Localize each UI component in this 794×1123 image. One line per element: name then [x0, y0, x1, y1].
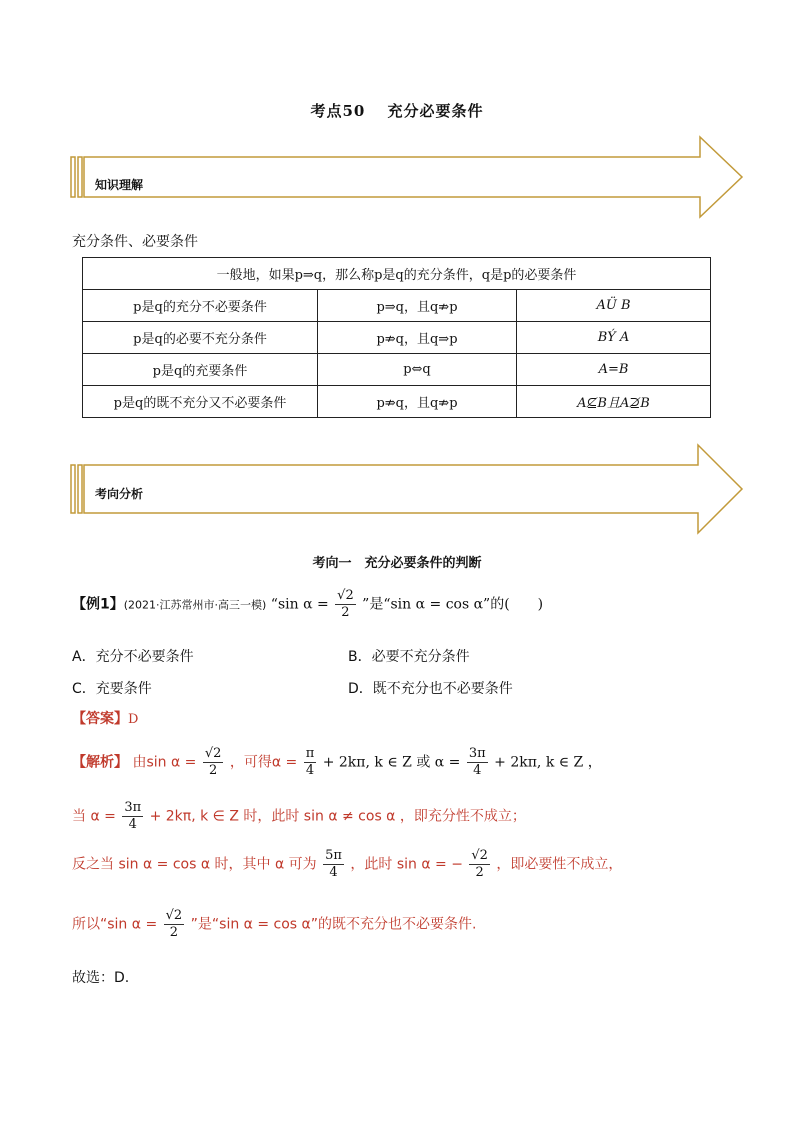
analysis-text: 当 α = [72, 808, 116, 825]
section-heading: 充分条件、必要条件 [72, 234, 198, 250]
table-header-cell: 一般地，如果p⇒q，那么称p是q的充分条件，q是p的必要条件 [83, 258, 711, 290]
fraction-3pi-over-4: $\frac{3\pi}{4}$ [468, 746, 486, 778]
example-question [72, 588, 543, 621]
table-row [83, 354, 711, 386]
analysis-text: ，此时 sin α = − [350, 856, 463, 873]
analysis-conclusion: 故选：D. [72, 970, 130, 986]
table-cell: p⇔q [318, 354, 517, 386]
example-source: (2021·江苏常州市·高三一模) [123, 598, 267, 612]
analysis-text: 反之当 sin α = cos α 时，其中 α 可为 [72, 856, 317, 873]
table-cell: p⇏q，且q⇏p [318, 386, 517, 418]
example-label: 【例1】 [72, 596, 124, 613]
table-cell: p是q的必要不充分条件 [83, 322, 318, 354]
banner-label-knowledge: 知识理解 [95, 178, 144, 192]
table-cell: p是q的既不充分又不必要条件 [83, 386, 318, 418]
table-cell: p⇒q，且q⇏p [318, 290, 517, 322]
page-title: 考点50 充分必要条件 [310, 102, 484, 120]
answer [72, 708, 138, 728]
analysis-text: + 2kπ, k ∈ Z ， [494, 754, 602, 771]
analysis-line-4 [72, 908, 476, 941]
section-banner-analysis [70, 443, 745, 538]
option-a[interactable]: A．充分不必要条件 [72, 649, 194, 665]
analysis-text: ，即必要性不成立， [496, 856, 623, 873]
option-d[interactable]: D．既不充分也不必要条件 [348, 681, 513, 697]
analysis-line-3 [72, 848, 622, 881]
analysis-text: 所以“sin α = [72, 916, 158, 933]
analysis-label: 【解析】 [72, 754, 128, 771]
answer-label: 【答案】 [72, 711, 128, 727]
fraction-sqrt2-over-2: $\frac{√2}{2}$ [165, 908, 183, 940]
fraction-pi-over-4: $\frac{\pi}{4}$ [305, 746, 315, 778]
analysis-text: + 2kπ, k ∈ Z 时，此时 sin α ≠ cos α ，即充分性不成立； [149, 808, 526, 825]
fraction-sqrt2-over-2: $\frac{√2}{2}$ [337, 588, 354, 620]
analysis-line-2 [72, 800, 526, 833]
table-row [83, 290, 711, 322]
analysis-line-1 [72, 746, 602, 779]
table-cell: BÝ A [517, 322, 711, 354]
analysis-text: ，可得α = [229, 754, 298, 771]
table-cell: AÜ B [517, 290, 711, 322]
question-text-2: ”是“sin α = cos α”的( ) [362, 596, 544, 613]
option-c[interactable]: C．充要条件 [72, 681, 152, 697]
table-cell: p是q的充要条件 [83, 354, 318, 386]
table-row [83, 386, 711, 418]
definition-table [82, 257, 711, 418]
analysis-text: + 2kπ, k ∈ Z 或 α = [322, 754, 461, 771]
table-row [83, 322, 711, 354]
table-cell: A=B [517, 354, 711, 386]
banner-label-analysis: 考向分析 [95, 487, 144, 501]
table-cell: p⇏q，且q⇒p [318, 322, 517, 354]
table-header-row [83, 258, 711, 290]
section-banner-knowledge [70, 135, 745, 230]
table-cell: A⊈B且A⊉B [517, 386, 711, 418]
fraction-5pi-over-4: $\frac{5\pi}{4}$ [325, 848, 342, 880]
subheading: 考向一 充分必要条件的判断 [312, 556, 482, 571]
analysis-text: ”是“sin α = cos α”的既不充分也不必要条件. [190, 916, 477, 933]
analysis-text: 由sin α = [132, 754, 197, 771]
fraction-sqrt2-over-2: $\frac{√2}{2}$ [204, 746, 222, 778]
option-b[interactable]: B．必要不充分条件 [348, 649, 470, 665]
fraction-3pi-over-4: $\frac{3\pi}{4}$ [124, 800, 142, 832]
table-cell: p是q的充分不必要条件 [83, 290, 318, 322]
fraction-sqrt2-over-2: $\frac{√2}{2}$ [471, 848, 488, 880]
answer-value: D [128, 712, 139, 727]
question-text-1: “sin α = [270, 596, 329, 613]
